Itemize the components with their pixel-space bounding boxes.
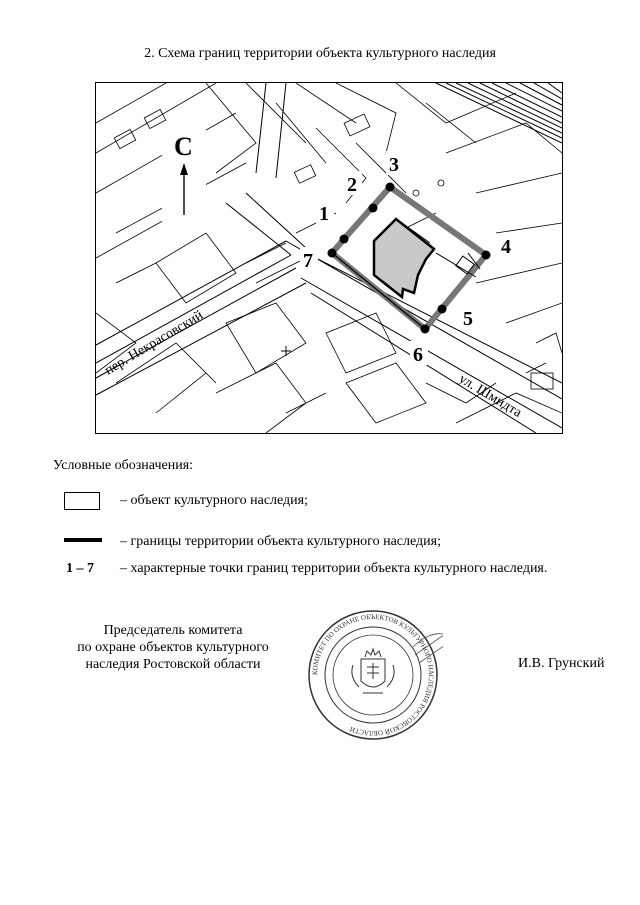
- legend-object-symbol: [64, 492, 100, 510]
- legend-boundary-text: – границы территории объекта культурного наследия;: [120, 534, 441, 549]
- signatory-position: [50, 622, 296, 673]
- point-6-marker: [421, 325, 430, 334]
- point-5-label: 5: [463, 308, 473, 330]
- point-4-label: 4: [501, 236, 511, 258]
- legend-points-symbol: 1 – 7: [66, 561, 94, 576]
- seal-outer-text: КОМИТЕТ ПО ОХРАНЕ ОБЪЕКТОВ КУЛЬТУРНОГО НАСЛЕДИЯ РОСТОВСКОЙ ОБЛАСТИ: [310, 612, 436, 738]
- street-label-shmidta: ул. Шмидта: [455, 371, 525, 421]
- legend-object-text: – объект культурного наследия;: [120, 493, 308, 508]
- legend-heading: Условные обозначения:: [53, 458, 194, 473]
- position-line-2: по охране объектов культурного: [77, 640, 269, 655]
- point-6-label: 6: [413, 344, 423, 366]
- point-3-label: 3: [389, 154, 399, 176]
- point-1-marker: [340, 235, 349, 244]
- position-line-1: Председатель комитета: [103, 623, 243, 638]
- point-2-marker: [369, 204, 378, 213]
- legend-boundary-symbol: [64, 538, 102, 542]
- point-4-marker: [482, 251, 491, 260]
- signatory-name: И.В. Грунский: [518, 656, 605, 671]
- site-plan-map: [95, 82, 563, 434]
- legend-points-text: – характерные точки границ территории объекта культурного наследия.: [120, 561, 548, 576]
- point-1-label: 1: [319, 203, 329, 225]
- site-plan-svg: [96, 83, 562, 433]
- position-line-3: наследия Ростовской области: [85, 657, 261, 672]
- point-3-marker: [386, 183, 395, 192]
- official-seal: [303, 607, 443, 743]
- coat-of-arms-icon: [352, 649, 394, 693]
- street-label-nekrasovsky: пер. Некрасовский: [102, 307, 206, 379]
- point-7-label: 7: [303, 250, 313, 272]
- point-5-marker: [438, 305, 447, 314]
- page-title: 2. Схема границ территории объекта культурного наследия: [144, 46, 496, 61]
- heritage-object: [374, 219, 434, 297]
- point-7-marker: [328, 249, 337, 258]
- railway-hatching: [436, 83, 562, 143]
- north-label: С: [174, 132, 193, 161]
- point-2-label: 2: [347, 174, 357, 196]
